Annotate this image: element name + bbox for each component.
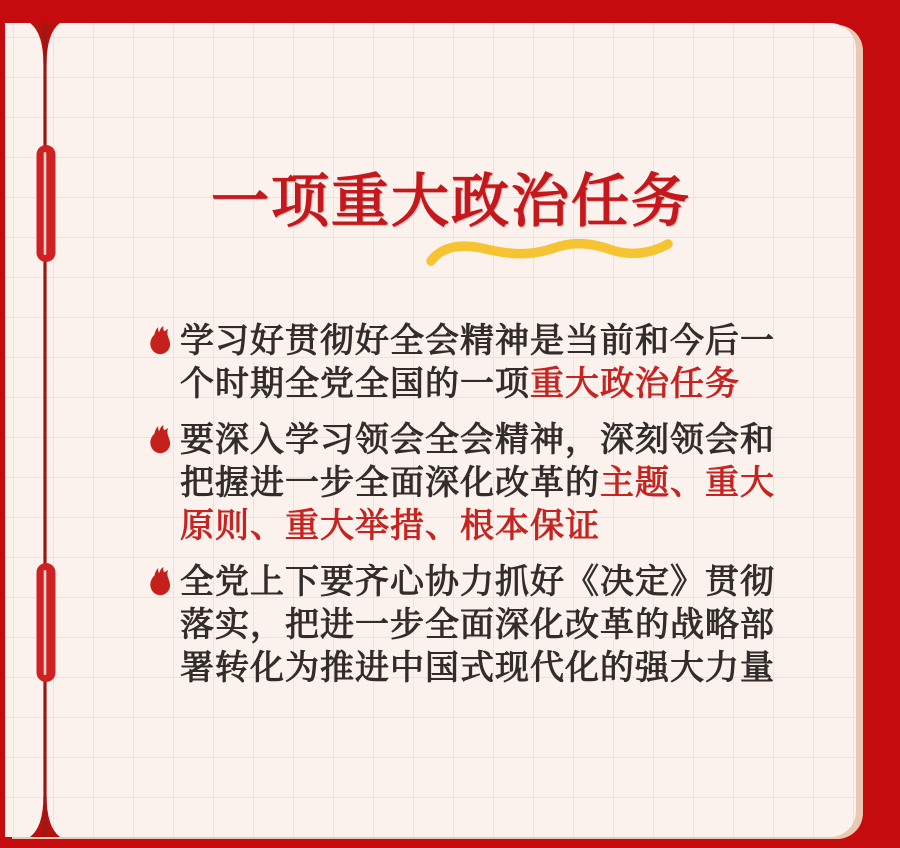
bullet-item-2 bbox=[146, 419, 806, 548]
bullet-text-plain: 学习好贯彻好全会精神是当前和今后一个时期全党全国的一项 bbox=[180, 322, 775, 403]
page-title: 一项重大政治任务 bbox=[210, 169, 691, 234]
bullet-text-highlight: 主题、重大原则、重大举措、根本保证 bbox=[180, 464, 775, 545]
flame-bullet-icon bbox=[146, 566, 174, 599]
flame-bullet-icon bbox=[146, 424, 174, 457]
bullet-text-plain: 要深入学习领会全会精神，深刻领会和把握进一步全面深化改革的 bbox=[180, 421, 775, 502]
bullet-text bbox=[180, 561, 806, 690]
bullet-item-3 bbox=[146, 561, 806, 690]
bullet-text-plain: 全党上下要齐心协力抓好《决定》贯彻落实，把进一步全面深化改革的战略部署转化为推进中国式现代化的强大力量 bbox=[180, 563, 775, 687]
bullet-text-highlight: 重大政治任务 bbox=[530, 365, 740, 403]
bullet-item-1 bbox=[146, 320, 806, 406]
bullet-list bbox=[146, 320, 806, 703]
bullet-text bbox=[180, 320, 806, 406]
flame-bullet-icon bbox=[146, 325, 174, 358]
title-underline-swoosh-icon bbox=[424, 232, 676, 270]
bullet-text bbox=[180, 419, 806, 548]
